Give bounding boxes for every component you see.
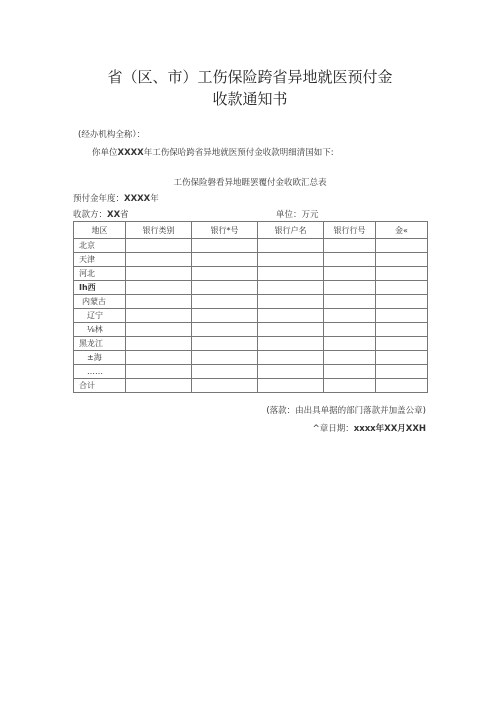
table-row [74,351,428,365]
cell [126,379,192,393]
cell [324,351,376,365]
region-cell: …… [74,365,126,379]
region-cell: Ih西 [74,281,126,295]
table-row [74,365,428,379]
seal-date-label: ^章日期： [312,424,354,434]
intro-year: XXXX [117,148,144,158]
cell [376,309,428,323]
cell [258,323,324,337]
cell [126,309,192,323]
cell [192,337,258,351]
table-row [74,323,428,337]
cell [258,309,324,323]
advance-year-label: 预付金年度： [73,194,125,204]
cell [126,267,192,281]
intro-before: 你单位 [92,148,118,158]
table-row [74,309,428,323]
seal-date-value: xxxx年XX月XXH [353,424,426,434]
payee-row [73,208,129,220]
header-account-name: 银行户名 [258,222,324,239]
cell [258,281,324,295]
table-total-row [74,379,428,393]
table-row [74,239,428,253]
region-cell: 河北 [74,267,126,281]
cell [126,295,192,309]
cell [192,295,258,309]
intro-after: 年工伤保哈跨省异地就医预付金收款明细清国如下: [143,148,334,158]
seal-date-line [236,422,426,434]
cell [376,239,428,253]
cell [126,239,192,253]
payee-suffix: 省 [120,210,129,220]
cell [126,323,192,337]
region-cell: 北京 [74,239,126,253]
cell [324,365,376,379]
cell [258,295,324,309]
cell [126,337,192,351]
signature-note: (落款：由出具单据的部门落款并加盖公章) [266,406,426,416]
table-header-row [74,222,428,239]
cell [192,379,258,393]
cell [324,295,376,309]
advance-year-suffix: 年 [150,194,159,204]
cell [258,365,324,379]
header-amount: 金« [376,222,428,239]
cell [192,323,258,337]
payee-label: 收款方： [73,210,108,220]
cell [324,309,376,323]
cell [126,351,192,365]
cell [324,239,376,253]
cell [126,281,192,295]
header-bank-code: 银行行号 [324,222,376,239]
cell [324,281,376,295]
cell [376,267,428,281]
cell [324,253,376,267]
cell [126,365,192,379]
region-cell: 内蒙古 [74,295,126,309]
cell [192,267,258,281]
table-row [74,281,428,295]
cell [376,253,428,267]
cell [258,267,324,281]
cell [376,295,428,309]
table-row [74,253,428,267]
summary-table [73,221,428,393]
cell [192,281,258,295]
header-bank-type: 银行类别 [126,222,192,239]
region-cell: ⅛林 [74,323,126,337]
payee-value: XX [107,210,121,220]
table-title: 工伤保险磐看异地睚罢覆付金收欧汇总表 [173,178,327,188]
region-cell: ±海 [74,351,126,365]
cell [258,379,324,393]
unit-label: 单位：万元 [276,210,319,220]
cell [324,337,376,351]
advance-year-row [73,192,159,204]
cell [324,379,376,393]
cell [192,253,258,267]
header-region: 地区 [74,222,126,239]
cell [126,253,192,267]
cell [258,351,324,365]
document-title-line-2: 收款通知书 [212,90,288,108]
table-row [74,337,428,351]
header-bank-account: 银行*号 [192,222,258,239]
cell [376,337,428,351]
region-cell: 辽宁 [74,309,126,323]
cell [324,267,376,281]
addressee-line: (经办机构全称）： [78,130,146,140]
region-cell: 黑龙江 [74,337,126,351]
cell [376,281,428,295]
cell [192,365,258,379]
cell [324,323,376,337]
table-row [74,295,428,309]
cell [192,239,258,253]
intro-paragraph [92,146,334,158]
region-cell: 天津 [74,253,126,267]
document-title-line-1: 省（区、市）工伤保险跨省异地就医预付金 [107,68,393,86]
cell [192,309,258,323]
cell [258,239,324,253]
cell [376,323,428,337]
cell [376,379,428,393]
cell [376,351,428,365]
advance-year-value: XXXX [124,194,151,204]
cell [258,253,324,267]
cell [376,365,428,379]
cell [192,351,258,365]
table-row [74,267,428,281]
total-label-cell: 合计 [74,379,126,393]
cell [258,337,324,351]
